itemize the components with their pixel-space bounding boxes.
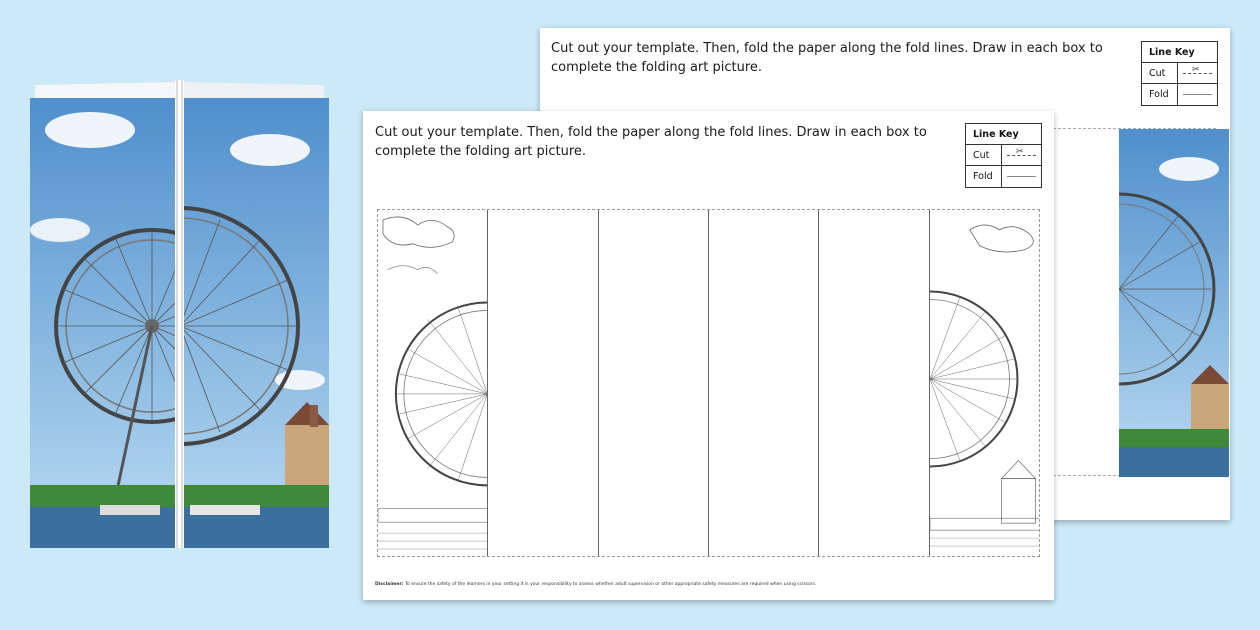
cut-label: Cut bbox=[1142, 63, 1178, 83]
disclaimer bbox=[375, 582, 816, 587]
fold-line-sample bbox=[1178, 84, 1217, 105]
disclaimer-text: To ensure the safety of the learners in your setting it is your responsibility to assess whether adult supervision or other appropriate safety measures are required when using scissors. bbox=[404, 582, 817, 587]
cut-line-sample bbox=[1178, 63, 1217, 83]
fold-label: Fold bbox=[966, 166, 1002, 187]
scissor-icon: ✂ bbox=[1192, 65, 1200, 75]
cut-label: Cut bbox=[966, 145, 1002, 165]
panel-blank-2[interactable] bbox=[599, 210, 709, 556]
line-key-fold-row bbox=[966, 166, 1041, 187]
template-strip-area bbox=[377, 209, 1040, 557]
fold-label: Fold bbox=[1142, 84, 1178, 105]
line-key-cut-row bbox=[966, 145, 1041, 166]
colored-image-panel bbox=[1119, 129, 1229, 477]
line-key-title: Line Key bbox=[966, 124, 1041, 145]
instructions-text: Cut out your template. Then, fold the paper along the fold lines. Draw in each box to complete the folding art picture. bbox=[551, 41, 1103, 75]
line-key-title: Line Key bbox=[1142, 42, 1217, 63]
template-sheet-front bbox=[363, 111, 1054, 600]
panel-right-outline bbox=[930, 210, 1039, 556]
line-key-fold-row bbox=[1142, 84, 1217, 105]
fold-line-sample bbox=[1002, 166, 1041, 187]
panel-blank-3[interactable] bbox=[709, 210, 819, 556]
line-key bbox=[1141, 41, 1218, 106]
line-key bbox=[965, 123, 1042, 188]
panel-blank-1[interactable] bbox=[488, 210, 598, 556]
line-key-cut-row bbox=[1142, 63, 1217, 84]
cut-line-sample bbox=[1002, 145, 1041, 165]
folded-art-example bbox=[30, 80, 329, 548]
panel-left-outline bbox=[378, 210, 488, 556]
panel-blank-4[interactable] bbox=[819, 210, 929, 556]
scissor-icon: ✂ bbox=[1016, 147, 1024, 157]
instructions-text: Cut out your template. Then, fold the paper along the fold lines. Draw in each box to complete the folding art picture. bbox=[375, 125, 927, 159]
disclaimer-label: Disclaimer: bbox=[375, 582, 404, 587]
